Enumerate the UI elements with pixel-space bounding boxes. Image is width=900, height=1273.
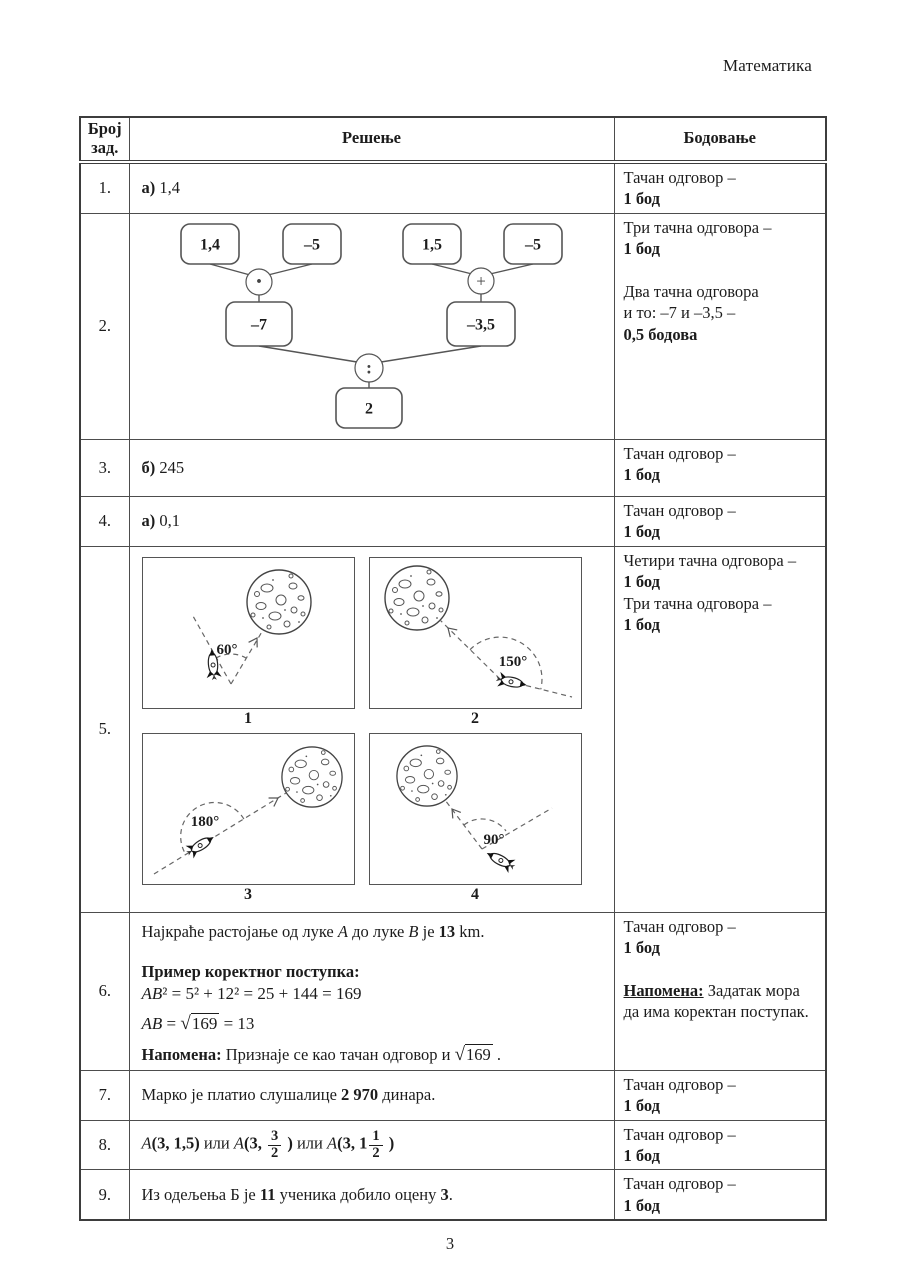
table-row-1: [80, 162, 826, 213]
answer-letter: а): [141, 511, 156, 531]
operand-value: 1,5: [421, 236, 442, 254]
scoring-cell: [614, 1170, 826, 1220]
angle-label: 180°: [190, 813, 219, 830]
angle-figure-60: [142, 557, 355, 709]
solution-cell: Марко је платио слушалице 2 970 динара.: [129, 1070, 614, 1120]
scoring-line: Четири тачна одговора –: [623, 550, 797, 570]
scoring-line: Тачан одговор –: [623, 916, 736, 936]
scoring-points: 1 бод: [623, 239, 661, 259]
solution-cell: [129, 546, 614, 912]
scoring-cell: [614, 1070, 826, 1120]
scoring-points: 1 бод: [623, 1195, 661, 1215]
scoring-cell: [614, 213, 826, 439]
fraction: $\frac{3}{2}$: [268, 1129, 281, 1160]
table-row-8: [80, 1120, 826, 1170]
scoring-line: Два тачна одговора: [623, 281, 759, 301]
figure-number: 4: [471, 885, 479, 903]
table-row-7: [80, 1070, 826, 1120]
task-number: 1.: [80, 162, 129, 213]
answer-key-table: [79, 116, 827, 1221]
scoring-line: Тачан одговор –: [623, 1174, 736, 1194]
table-row-5: [80, 546, 826, 912]
scoring-line: Тачан одговор –: [623, 443, 736, 463]
equation-1: AB² = 5² + 12² = 25 + 144 = 169: [141, 983, 362, 1003]
task-number: 5.: [80, 546, 129, 912]
solution-cell: [129, 912, 614, 1070]
sqrt-expression: √169: [454, 1043, 491, 1065]
angle-figure-180: [142, 733, 355, 885]
scoring-cell: [614, 546, 826, 912]
scoring-line: Тачан одговор –: [623, 1124, 736, 1144]
moon-icon: [247, 570, 311, 634]
scoring-points: 0,5 бодова: [623, 324, 698, 344]
scoring-line: Тачан одговор –: [623, 1074, 736, 1094]
scoring-points: 1 бод: [623, 615, 661, 634]
figure-number: 3: [244, 885, 252, 903]
equation-2: AB = √169 = 13: [141, 1012, 255, 1034]
scoring-cell: [614, 1120, 826, 1170]
angle-label: 60°: [216, 641, 237, 658]
plus-icon: +: [475, 271, 486, 291]
scoring-points: 1 бод: [623, 1146, 661, 1165]
solution-statement: Најкраће растојање од луке A до луке B је 13 km.: [141, 921, 485, 941]
scoring-cell: [614, 496, 826, 546]
point-A: A: [337, 921, 348, 941]
answer-letter: а): [141, 178, 156, 198]
moon-icon: [396, 746, 456, 806]
scoring-note: Напомена: Задатак мора да има коректан поступак.: [623, 980, 809, 1021]
fraction: $\frac{1}{2}$: [369, 1129, 382, 1160]
scoring-cell: [614, 439, 826, 496]
solution-cell: [129, 162, 614, 213]
table-row-4: [80, 496, 826, 546]
result-value: –7: [250, 316, 267, 334]
task-number: 4.: [80, 496, 129, 546]
sqrt-expression: √169: [180, 1012, 218, 1034]
answer-letter: б): [141, 457, 156, 477]
col-header-solution: Решење: [129, 117, 614, 162]
solution-cell: Из одељења Б је 11 ученика добило оцену 3.: [129, 1170, 614, 1220]
scoring-points: 1 бод: [623, 938, 661, 958]
scoring-points: 1 бод: [623, 522, 661, 542]
angle-label: 90°: [483, 831, 504, 848]
number-tree-diagram: [156, 216, 634, 434]
rocket-icon: [183, 830, 217, 859]
procedure-title: Пример коректног поступка:: [141, 961, 360, 981]
operand-value: 1,4: [199, 236, 220, 254]
scoring-points: 1 бод: [623, 465, 661, 485]
arrow-tick-icon: [268, 793, 280, 806]
table-row-2: [80, 213, 826, 439]
moon-icon: [385, 566, 449, 630]
figure-number: 2: [471, 709, 479, 727]
figure-1: [143, 557, 354, 728]
answer-value: 11: [259, 1184, 276, 1204]
answer-value: 0,1: [155, 511, 180, 531]
scoring-points: 1 бод: [623, 572, 661, 592]
solution-cell: [129, 213, 614, 439]
scoring-line: Тачан одговор –: [623, 500, 736, 520]
table-row-9: [80, 1170, 826, 1220]
rocket-icon: [494, 671, 527, 692]
scoring-line: Три тачна одговора –: [623, 593, 772, 613]
scoring-cell: [614, 162, 826, 213]
page-number: 3: [445, 1234, 455, 1254]
operand-value: –5: [524, 236, 541, 254]
figure-number: 1: [244, 709, 252, 727]
scoring-points: 1 бод: [623, 189, 661, 209]
solution-cell: A(3, 1,5) или A(3, $\frac{3}{2}$ ) или A(3, 1 $\frac{1}{2}$ ): [129, 1120, 614, 1170]
scoring-cell: [614, 912, 826, 1070]
radical-icon: √: [180, 1012, 191, 1034]
scoring-line: Три тачна одговора –: [623, 217, 772, 237]
task-number: 6.: [80, 912, 129, 1070]
angle-label: 150°: [498, 653, 527, 670]
radical-icon: √: [454, 1043, 466, 1065]
document-title: Математика: [722, 56, 812, 75]
result-value: 2: [364, 400, 373, 418]
solution-cell: [129, 439, 614, 496]
operand-value: –5: [303, 236, 320, 254]
answer-value: 245: [155, 457, 185, 477]
multiply-icon: ·: [254, 268, 263, 295]
task-number: 8.: [80, 1120, 129, 1170]
solution-cell: [129, 496, 614, 546]
scoring-points: 1 бод: [623, 1096, 661, 1116]
header-row: [80, 117, 826, 162]
result-value: –3,5: [466, 316, 495, 334]
task-number: 7.: [80, 1070, 129, 1120]
divide-icon: :: [365, 357, 372, 378]
angle-figure-150: [369, 557, 582, 709]
solution-note: Напомена: Признаје се као тачан одговор и √169 .: [141, 1043, 502, 1065]
task-number: 3.: [80, 439, 129, 496]
scoring-line: Тачан одговор –: [623, 167, 736, 187]
rocket-icon: [483, 846, 517, 874]
point-B: B: [408, 921, 419, 941]
figure-3: [143, 733, 354, 904]
figure-4: [370, 733, 581, 904]
moon-icon: [281, 747, 341, 807]
task-number: 2.: [80, 213, 129, 439]
table-row-3: [80, 439, 826, 496]
col-header-number: Број зад.: [80, 117, 129, 162]
table-row-6: [80, 912, 826, 1070]
scoring-line: и то: –7 и –3,5 –: [623, 303, 736, 323]
answer-value: 13: [438, 921, 456, 941]
angle-figure-90: [369, 733, 582, 885]
col-header-scoring: Бодовање: [614, 117, 826, 162]
answer-value: 2 970: [341, 1085, 379, 1105]
answer-value: 1,4: [155, 178, 180, 198]
angle-figures-grid: [143, 557, 614, 904]
figure-2: [370, 557, 581, 728]
task-number: 9.: [80, 1170, 129, 1220]
